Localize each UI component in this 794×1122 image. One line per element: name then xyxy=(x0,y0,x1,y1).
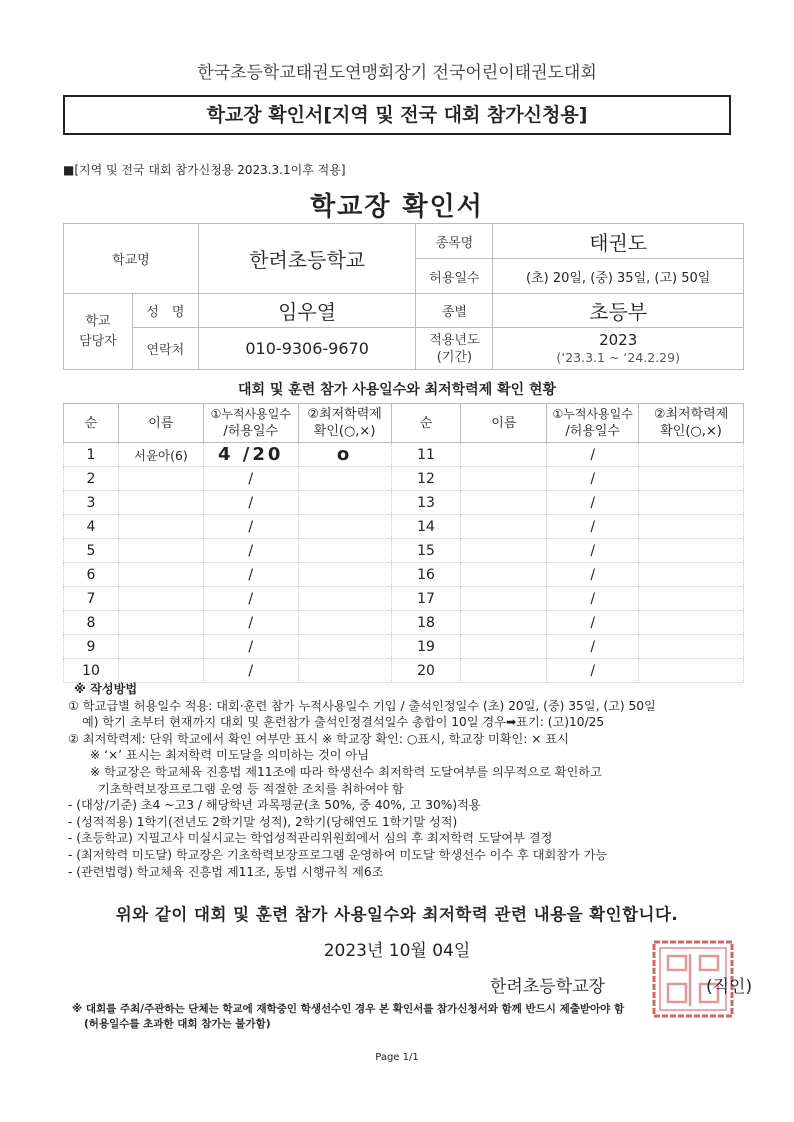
row-days: / xyxy=(203,539,298,563)
event-value: 태권도 xyxy=(493,224,744,259)
row-name xyxy=(461,491,547,515)
name-value: 임우열 xyxy=(198,294,416,328)
row-days: / xyxy=(203,467,298,491)
row-days: / xyxy=(547,539,639,563)
row-grade xyxy=(298,563,391,587)
row-grade xyxy=(298,539,391,563)
row-number: 7 xyxy=(64,587,119,611)
row-name: 서윤아(6) xyxy=(118,443,203,467)
row-grade xyxy=(298,611,391,635)
instruction-line: ① 학교급별 허용일수 적용: 대회·훈련 참가 누적사용일수 기입 / 출석인정일수 (초) 20일, (중) 35일, (고) 50일 xyxy=(68,698,656,713)
row-number: 8 xyxy=(64,611,119,635)
contact-label: 연락처 xyxy=(132,328,198,370)
row-grade xyxy=(639,515,744,539)
row-days: / xyxy=(203,635,298,659)
row-grade xyxy=(298,659,391,683)
row-grade xyxy=(298,491,391,515)
row-days: / xyxy=(547,443,639,467)
name-label: 성 명 xyxy=(132,294,198,328)
row-grade xyxy=(639,539,744,563)
instruction-line: - (대상/기준) 초4 ~고3 / 해당학년 과목평균(초 50%, 중 40%, 고 30%)적용 xyxy=(68,798,481,813)
col-grade-2: 확인(○,×) xyxy=(313,424,376,439)
status-body xyxy=(64,443,744,683)
col-days xyxy=(203,404,298,443)
col-days-r xyxy=(547,404,639,443)
table-row xyxy=(64,563,744,587)
col-grade-r xyxy=(639,404,744,443)
confirm-text: 위와 같이 대회 및 훈련 참가 사용일수와 최저학력 관련 내용을 확인합니다. xyxy=(115,905,679,924)
status-table xyxy=(63,403,744,683)
instruction-line: - (관련법령) 학교체육 진흥법 제11조, 동법 시행규칙 제6조 xyxy=(68,864,384,879)
col-days-1-r: ①누적사용일수 xyxy=(552,407,633,421)
row-number: 20 xyxy=(391,659,461,683)
table-row xyxy=(64,635,744,659)
allowed-value: (초) 20일, (중) 35일, (고) 50일 xyxy=(493,259,744,294)
col-grade-1: ②최저학력제 xyxy=(307,407,382,422)
row-name xyxy=(461,659,547,683)
page-number: Page 1/1 xyxy=(375,1052,419,1063)
table-row xyxy=(64,467,744,491)
table-row xyxy=(64,659,744,683)
row-days: / xyxy=(547,635,639,659)
year-label xyxy=(416,328,493,370)
seal-label: (직인) xyxy=(706,977,753,997)
row-days: / xyxy=(547,659,639,683)
row-name xyxy=(461,587,547,611)
col-no: 순 xyxy=(64,404,119,443)
year-label-1: 적용년도 xyxy=(429,332,480,348)
row-number: 1 xyxy=(64,443,119,467)
row-grade: o xyxy=(298,443,391,467)
instruction-line: - (초등학교) 지필고사 미실시교는 학업성적관리위원회에서 심의 후 최저학력 도달여부 결정 xyxy=(68,831,553,846)
row-grade xyxy=(639,443,744,467)
col-grade xyxy=(298,404,391,443)
col-grade-1-r: ②최저학력제 xyxy=(653,407,729,422)
row-days: / xyxy=(547,563,639,587)
doc-title: 학교장 확인서 xyxy=(310,192,484,222)
row-number: 3 xyxy=(64,491,119,515)
row-days: / xyxy=(203,563,298,587)
row-days: / xyxy=(203,611,298,635)
instruction-line: 기초학력보장프로그램 운영 등 적절한 조치를 취하여야 함 xyxy=(98,781,404,796)
row-number: 2 xyxy=(64,467,119,491)
row-days: / xyxy=(203,587,298,611)
row-number: 9 xyxy=(64,635,119,659)
table-row xyxy=(64,611,744,635)
row-days: 4 /20 xyxy=(203,443,298,467)
row-number: 14 xyxy=(391,515,461,539)
info-table xyxy=(63,223,744,370)
footer-note-2: (허용일수를 초과한 대회 참가는 불가함) xyxy=(84,1018,271,1030)
type-label: 종별 xyxy=(416,294,493,328)
top-heading: 한국초등학교태권도연맹회장기 전국어린이태권도대회 xyxy=(197,63,597,83)
row-grade xyxy=(298,587,391,611)
row-days: / xyxy=(547,467,639,491)
col-no-r: 순 xyxy=(391,404,461,443)
year-label-2: (기간) xyxy=(436,349,473,365)
col-days-2-r: /허용일수 xyxy=(565,424,620,439)
row-grade xyxy=(639,635,744,659)
row-number: 15 xyxy=(391,539,461,563)
principal-name: 한려초등학교장 xyxy=(490,977,605,997)
row-number: 12 xyxy=(391,467,461,491)
row-number: 5 xyxy=(64,539,119,563)
row-grade xyxy=(639,467,744,491)
instruction-line: - (최저학력 미도달) 학교장은 기초학력보장프로그램 운영하여 미도달 학생선수 이수 후 대회참가 가능 xyxy=(68,847,608,862)
row-name xyxy=(118,515,203,539)
row-number: 16 xyxy=(391,563,461,587)
event-label: 종목명 xyxy=(416,224,493,259)
row-name xyxy=(118,563,203,587)
row-name xyxy=(461,611,547,635)
row-days: / xyxy=(203,491,298,515)
row-grade xyxy=(639,563,744,587)
row-days: / xyxy=(203,659,298,683)
instructions-heading: ※ 작성방법 xyxy=(74,682,138,696)
type-value: 초등부 xyxy=(493,294,744,328)
row-days: / xyxy=(547,515,639,539)
row-name xyxy=(118,611,203,635)
row-days: / xyxy=(547,611,639,635)
col-days-2: /허용일수 xyxy=(223,424,279,439)
status-title: 대회 및 훈련 참가 사용일수와 최저학력제 확인 현황 xyxy=(237,382,557,398)
row-name xyxy=(118,539,203,563)
row-number: 18 xyxy=(391,611,461,635)
row-number: 19 xyxy=(391,635,461,659)
row-days: / xyxy=(203,515,298,539)
year-value: 2023 xyxy=(599,330,638,349)
table-row xyxy=(64,443,744,467)
col-name: 이름 xyxy=(118,404,203,443)
row-name xyxy=(461,539,547,563)
instructions xyxy=(68,681,768,880)
row-number: 4 xyxy=(64,515,119,539)
row-name xyxy=(461,515,547,539)
footer-note-1: ※ 대회를 주최/주관하는 단체는 학교에 재학중인 학생선수인 경우 본 확인서를 참가신청서와 함께 반드시 제출받아야 함 xyxy=(72,1003,625,1015)
col-name-r: 이름 xyxy=(461,404,547,443)
year-period: (‘23.3.1 ~ ‘24.2.29) xyxy=(556,349,680,365)
row-name xyxy=(118,467,203,491)
row-days: / xyxy=(547,491,639,515)
row-name xyxy=(461,563,547,587)
row-grade xyxy=(298,467,391,491)
row-name xyxy=(118,659,203,683)
row-name xyxy=(461,635,547,659)
row-number: 17 xyxy=(391,587,461,611)
row-name xyxy=(118,635,203,659)
table-row xyxy=(64,587,744,611)
footer-note xyxy=(72,1002,752,1032)
row-grade xyxy=(639,587,744,611)
instruction-line: ② 최저학력제: 단위 학교에서 확인 여부만 표시 ※ 학교장 확인: ○표시, 학교장 미확인: × 표시 xyxy=(68,731,569,746)
school-label: 학교명 xyxy=(64,224,199,294)
instruction-line: 예) 학기 초부터 현재까지 대회 및 훈련참가 출석인정결석일수 총합이 10일 경우➡표기: (고)10/25 xyxy=(82,715,605,730)
instruction-line: - (성적적용) 1학기(전년도 2학기말 성적), 2학기(당해연도 1학기말 성적) xyxy=(68,814,458,829)
col-days-1: ①누적사용일수 xyxy=(210,407,291,421)
contact-value: 010-9306-9670 xyxy=(198,328,416,370)
row-grade xyxy=(639,611,744,635)
row-name xyxy=(461,443,547,467)
row-number: 6 xyxy=(64,563,119,587)
manager-label: 학교 담당자 xyxy=(64,294,133,370)
year-cell xyxy=(493,328,744,370)
row-days: / xyxy=(547,587,639,611)
row-name xyxy=(118,491,203,515)
sign-date: 2023년 10월 04일 xyxy=(323,941,471,961)
banner-title: 학교장 확인서[지역 및 전국 대회 참가신청용] xyxy=(63,95,731,135)
row-grade xyxy=(639,659,744,683)
doc-note: ■[지역 및 전국 대회 참가신청용 2023.3.1이후 적용] xyxy=(63,163,346,177)
row-name xyxy=(118,587,203,611)
row-number: 13 xyxy=(391,491,461,515)
table-row xyxy=(64,515,744,539)
row-grade xyxy=(298,635,391,659)
row-grade xyxy=(298,515,391,539)
instruction-line: ※ ‘×’ 표시는 최저학력 미도달을 의미하는 것이 아님 xyxy=(90,748,369,763)
row-grade xyxy=(639,491,744,515)
instruction-line: ※ 학교장은 학교체육 진흥법 제11조에 따라 학생선수 최저학력 도달여부를 의무적으로 확인하고 xyxy=(90,764,602,779)
row-number: 10 xyxy=(64,659,119,683)
row-number: 11 xyxy=(391,443,461,467)
table-row xyxy=(64,539,744,563)
row-name xyxy=(461,467,547,491)
col-grade-2-r: 확인(○,×) xyxy=(660,424,722,439)
allowed-label: 허용일수 xyxy=(416,259,493,294)
table-row xyxy=(64,491,744,515)
school-value: 한려초등학교 xyxy=(198,224,416,294)
